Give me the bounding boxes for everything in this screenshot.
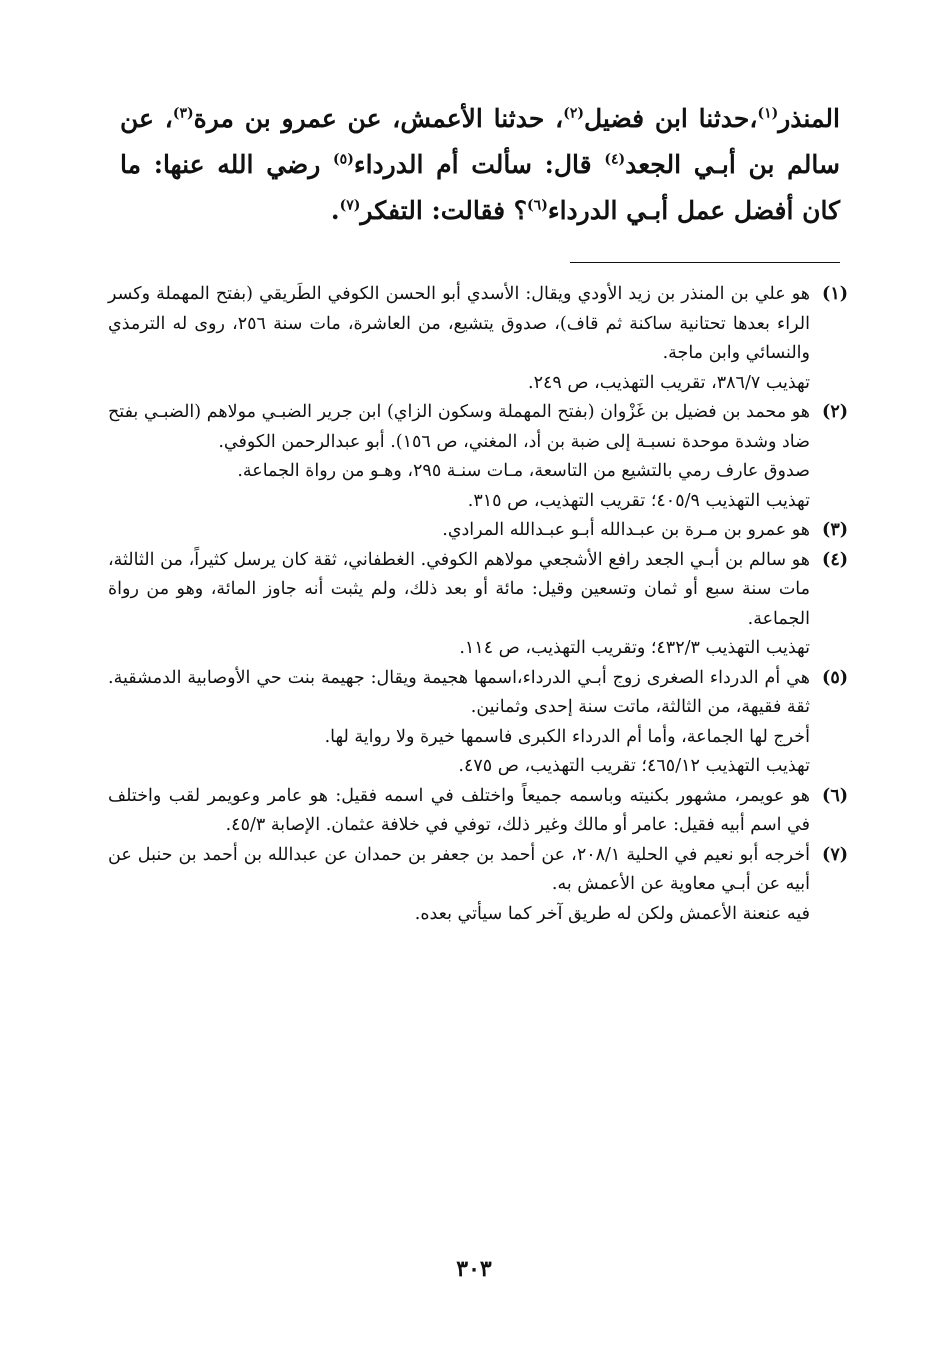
main-paragraph (120, 96, 840, 234)
footnote-2 (108, 398, 848, 516)
main-text (120, 96, 840, 234)
footnote-ref[interactable]: (١) (757, 105, 779, 122)
footnote-number: (٥) (822, 667, 848, 688)
main-segment: رضي الله عنها: ما كان أفضل عمل أبـي الدرداء (120, 150, 840, 225)
main-segment: المنذر (778, 104, 840, 133)
footnote-ref[interactable]: (٤) (604, 151, 626, 168)
page-number: ٣٠٣ (456, 1256, 492, 1282)
footnote-3 (108, 516, 848, 546)
footnote-5 (108, 664, 848, 782)
footnote-text: هي أم الدرداء الصغرى زوج أبـي الدرداء،اسمها هجيمة ويقال: جهيمة بنت حي الأوصابية الدمشقية. ثقة فقيهة، من الثالثة، ماتت سنة إحدى وثمانين. (108, 667, 810, 717)
footnote-text: أخرج لها الجماعة، وأما أم الدرداء الكبرى فاسمها خيرة ولا رواية لها. (324, 726, 810, 747)
footnote-number: (٣) (822, 520, 848, 540)
main-segment: ؟ فقالت: التفكر (360, 196, 528, 225)
footnote-text: صدوق عارف رمي بالتشيع من التاسعة، مـات سنـة ٢٩٥، وهـو من رواة الجماعة. (237, 461, 810, 481)
footnote-number: (٤) (822, 549, 848, 570)
footnote-separator (570, 262, 840, 263)
footnote-1 (108, 280, 848, 398)
footnote-number: (١) (822, 284, 848, 304)
footnote-text: تهذيب ٣٨٦/٧، تقريب التهذيب، ص ٢٤٩. (528, 372, 810, 393)
footnote-text: هو عمرو بن مـرة بن عبـدالله أبـو عبـدالله المرادي. (442, 520, 810, 540)
footnote-number: (٦) (822, 785, 848, 806)
footnote-ref[interactable]: (٣) (172, 105, 194, 122)
footnotes (108, 280, 848, 929)
footnote-ref[interactable]: (٧) (339, 197, 361, 214)
footnote-text: أخرجه أبو نعيم في الحلية ٢٠٨/١، عن أحمد بن جعفر بن حمدان عن عبدالله بن أحمد بن حنبل عن أبيه عن أبـي معاوية عن الأعمش به. (108, 844, 810, 894)
footnote-text: تهذيب التهذيب ٤٦٥/١٢؛ تقريب التهذيب، ص ٤٧٥. (458, 756, 810, 776)
footnote-number: (٢) (822, 402, 848, 422)
footnote-text: فيه عنعنة الأعمش ولكن له طريق آخر كما سيأتي بعده. (414, 903, 810, 924)
footnote-text: هو محمد بن فضيل بن غَزْوان (بفتح المهملة وسكون الزاي) ابن جرير الضبـي مولاهم (الضبـي بفتح ضاد وشدة موحدة نسبـة إلى ضبة بن أد، المغني، ص ١٥٦). أبو عبدالرحمن الكوفي. (108, 402, 810, 452)
footnote-ref[interactable]: (٢) (563, 105, 584, 122)
footnote-number: (٧) (822, 844, 848, 865)
footnote-text: هو عويمر، مشهور بكنيته وباسمه جميعاً واختلف في اسمه فقيل: هو عامر وعويمر لقب واختلف في اسم أبيه فقيل: عامر أو مالك وغير ذلك، توفي في خلافة عثمان. الإصابة ٤٥/٣. (108, 785, 810, 835)
footnote-4 (108, 546, 848, 664)
main-segment: قال: سألت أم الدرداء (353, 150, 605, 179)
main-segment: ، حدثنا الأعمش، عن عمرو بن مرة (193, 104, 564, 133)
footnote-text: هو علي بن المنذر بن زيد الأودي ويقال: الأسدي أبو الحسن الكوفي الطَريقي (بفتح المهملة وكسر الراء بعدها تحتانية ساكنة ثم قاف)، صدوق يتشيع، من العاشرة، مات سنة ٢٥٦، روى له الترمذي والنسائي وابن ماجة. (108, 284, 810, 363)
footnote-text: هو سالم بن أبـي الجعد رافع الأشجعي مولاهم الكوفي. الغطفاني، ثقة كان يرسل كثيراً، من الثالثة، مات سنة سبع أو ثمان وتسعين وقيل: مائة أو بعد ذلك، ولم يثبت أنه جاوز المائة، وهو من رواة الجماعة. (108, 549, 810, 629)
footnote-text: تهذيب التهذيب ٤٠٥/٩؛ تقريب التهذيب، ص ٣١٥. (467, 490, 810, 511)
footnote-6 (108, 782, 848, 841)
footnote-7 (108, 841, 848, 930)
footnote-ref[interactable]: (٦) (527, 197, 548, 214)
main-segment: . (330, 196, 340, 225)
main-segment: ، عن سالم بن أبـي الجعد (120, 104, 840, 179)
footnote-ref[interactable]: (٥) (333, 151, 354, 168)
footnote-text: تهذيب التهذيب ٤٣٢/٣؛ وتقريب التهذيب، ص ١١٤. (459, 638, 810, 658)
main-segment: ،حدثنا ابن فضيل (584, 104, 758, 133)
